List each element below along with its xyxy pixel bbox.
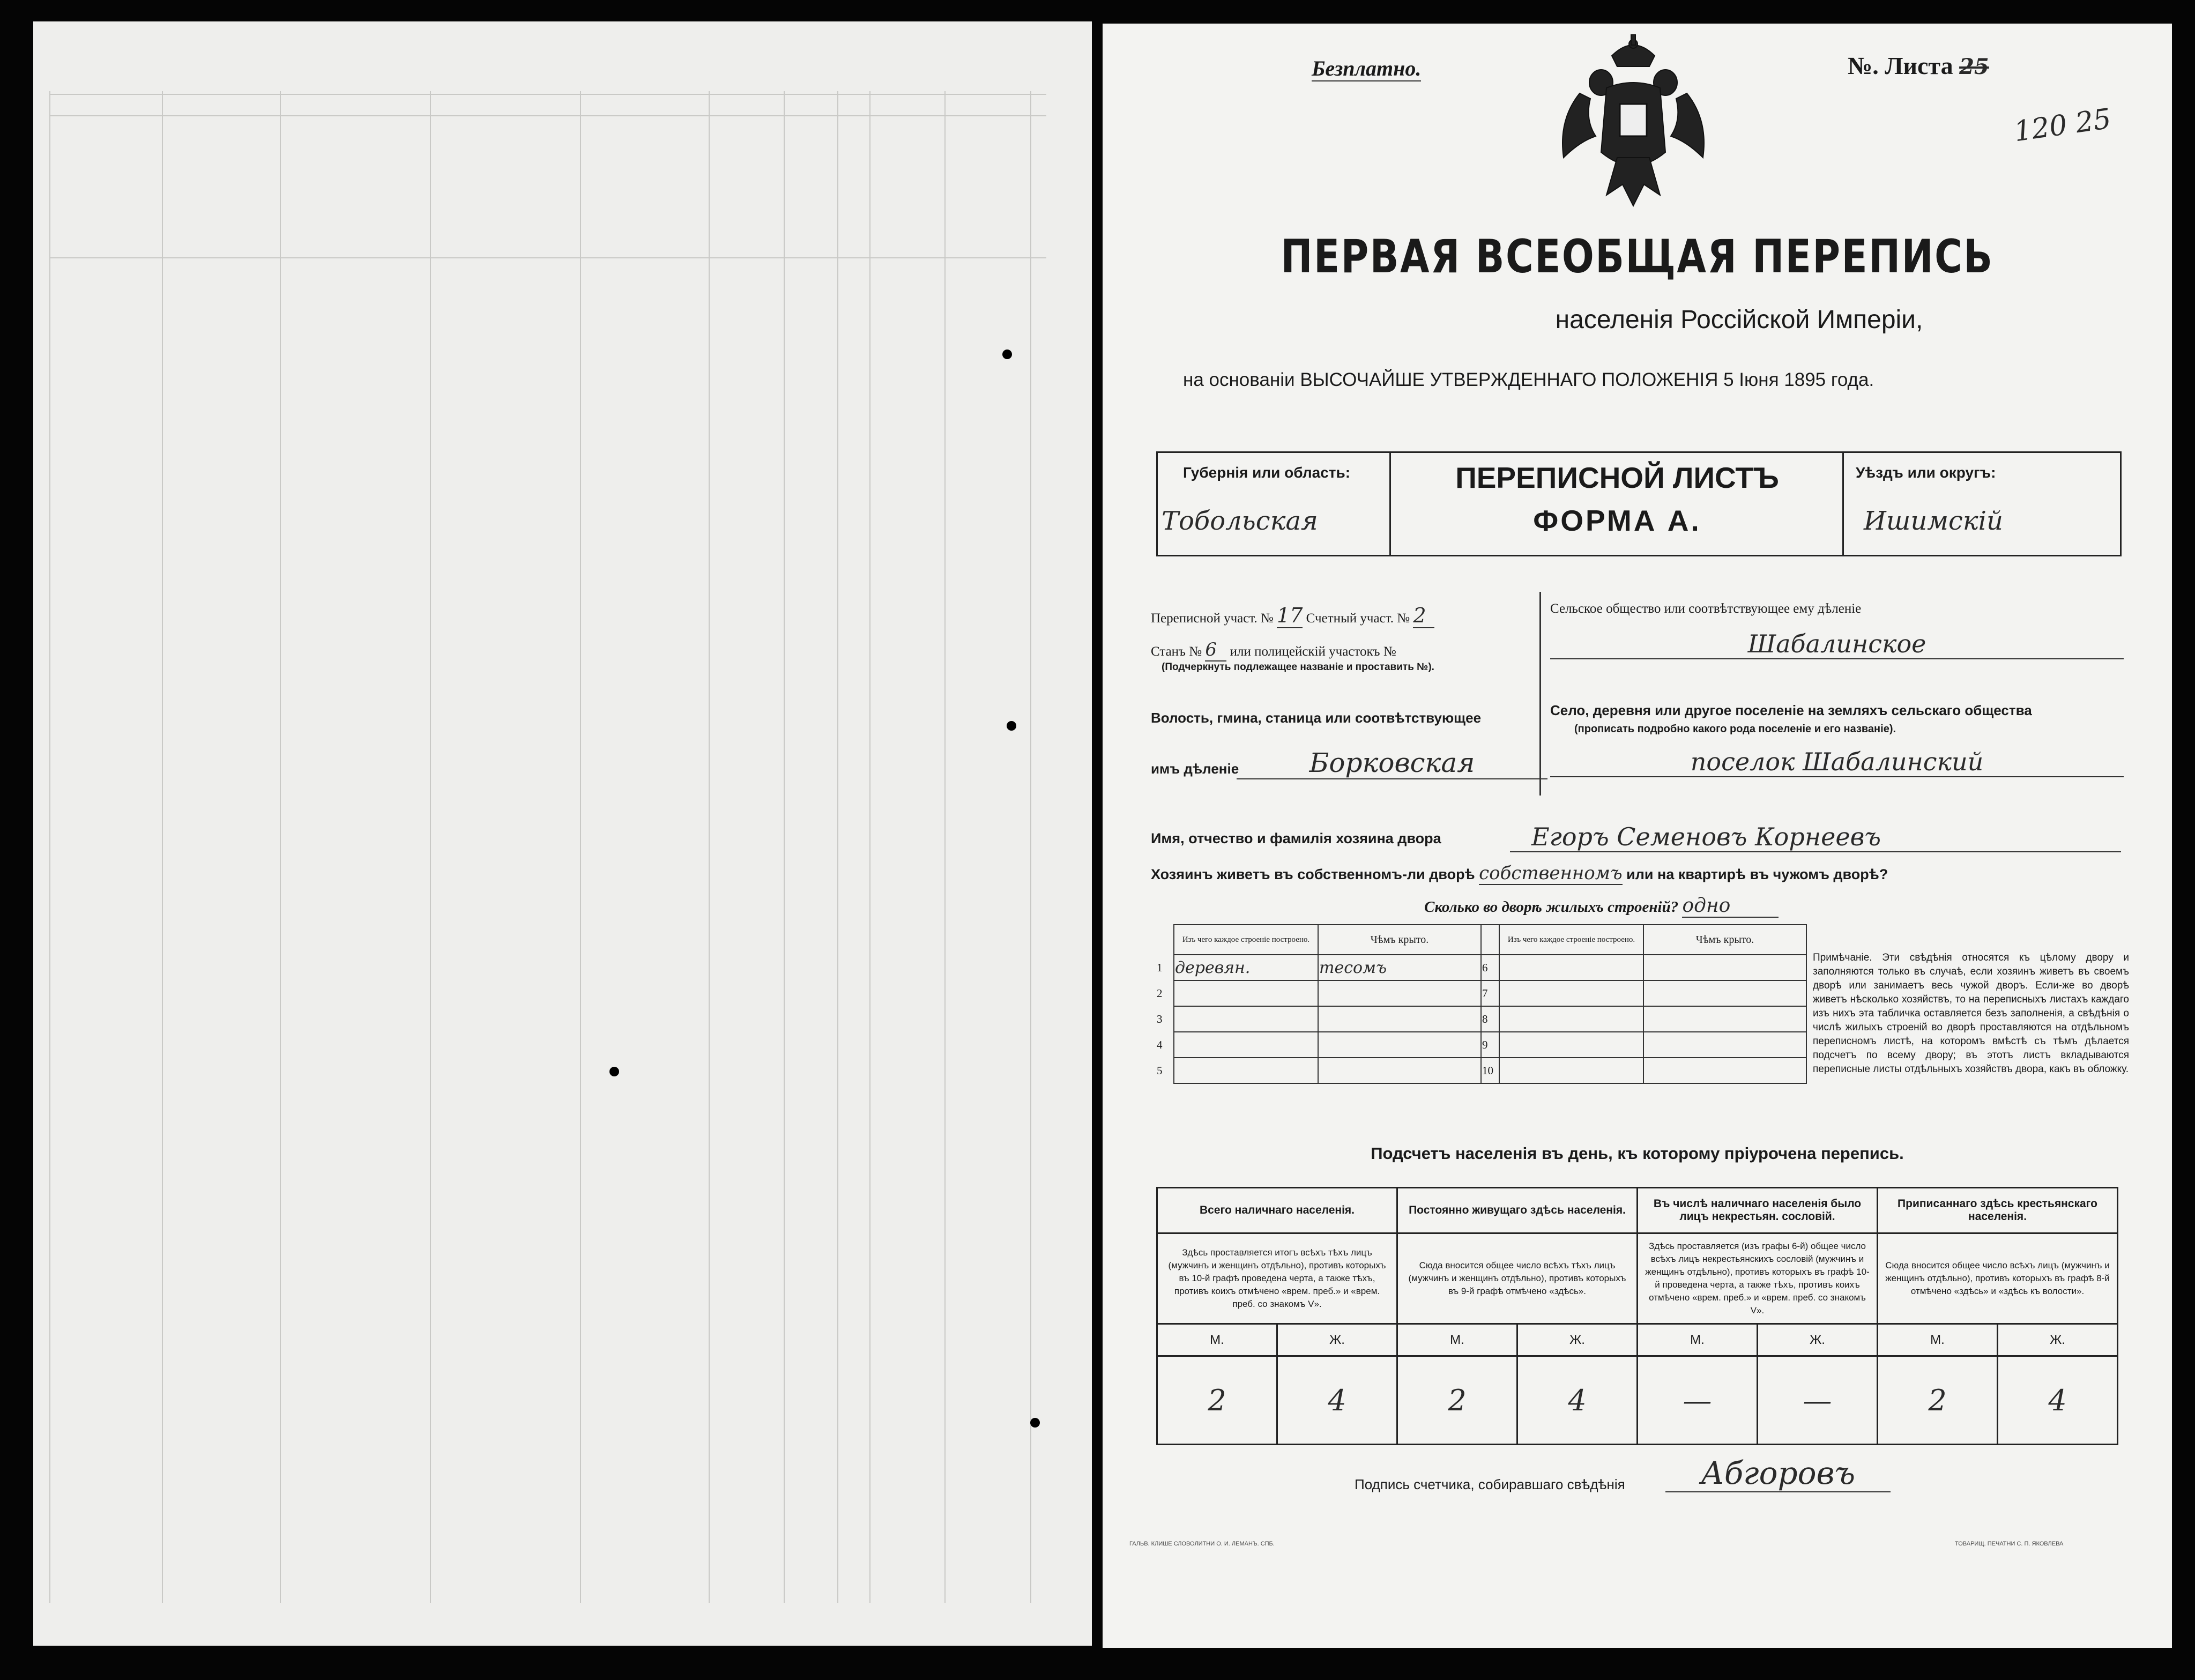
province-label: Губернія или область: <box>1183 464 1351 481</box>
double-headed-eagle-emblem <box>1547 34 1719 217</box>
census-district-field: Переписной участ. № 17 Счетный участ. № 2 <box>1151 604 1434 628</box>
show-through-column-line <box>430 91 431 1603</box>
population-count-table: Всего наличнаго населенія. Постоянно живущаго здѣсь населенія. Въ числѣ наличнаго населенія было лицъ некрестьян. сословій. Приписаннаго здѣсь крестьянскаго населенія. Здѣсь проставляется итогъ всѣхъ тѣхъ лицъ (мужчинъ и женщинъ отдѣльно), противъ которыхъ въ 10-й графѣ проведена черта, а также тѣхъ, противъ коихъ отмѣчено «врем. преб.» и «врем. преб. со знакомъ V». Сюда вносится общее число всѣхъ тѣхъ лицъ (мужчинъ и женщинъ отдѣльно), противъ которыхъ въ 9-й графѣ отмѣчено «здѣсь». Здѣсь проставляется (изъ графы 6-й) общее число всѣхъ лицъ некрестьянскихъ сословій (мужчинъ и женщинъ отдѣльно), противъ которыхъ въ графѣ 10-й проведена черта, а также тѣхъ, противъ коихъ отмѣчено «врем. преб.» и «врем. преб. со знакомъ V». Сюда вносится общее число всѣхъ лицъ (мужчинъ и женщинъ отдѣльно), противъ которыхъ въ графѣ 8-й отмѣчено «здѣсь» и «здѣсь къ волости». М. Ж. М. Ж. М. Ж. М. Ж. 2 4 2 4 — — 2 4 <box>1156 1187 2118 1445</box>
ink-spot <box>1007 721 1016 731</box>
owner-label: Имя, отчество и фамилія хозяина двора <box>1151 830 1441 846</box>
count-col-header: Въ числѣ наличнаго населенія было лицъ некрестьян. сословій. <box>1638 1188 1878 1233</box>
show-through-row-line <box>49 115 1046 116</box>
province-value: Тобольская <box>1162 506 1318 536</box>
show-through-column-line <box>162 91 163 1603</box>
sheet-number <box>1848 51 1989 80</box>
counting-district-value: 2 <box>1413 604 1434 628</box>
sheet-number-handwritten: 120 25 <box>2012 102 2114 148</box>
show-through-column-line <box>580 91 581 1603</box>
count-value-female: 4 <box>1517 1356 1638 1445</box>
count-value-male: 2 <box>1397 1356 1517 1445</box>
stan-field: Станъ № 6 или полицейскій участокъ № <box>1151 639 1396 660</box>
ink-spot <box>1030 1418 1040 1428</box>
count-value-male: — <box>1638 1356 1758 1445</box>
count-col-desc: Сюда вносится общее число всѣхъ лицъ (мужчинъ и женщинъ отдѣльно), противъ которыхъ въ графѣ 8-й отмѣчено «здѣсь» и «здѣсь къ волости». <box>1878 1233 2118 1324</box>
show-through-column-line <box>784 91 785 1603</box>
show-through-column-line <box>1030 91 1031 1603</box>
count-value-female: 4 <box>1277 1356 1397 1445</box>
free-label: Безплатно. <box>1312 56 1422 80</box>
stan-value: 6 <box>1205 639 1226 661</box>
show-through-column-line <box>837 91 838 1603</box>
signature-value: Абгоровъ <box>1665 1455 1891 1492</box>
count-title: Подсчетъ населенія въ день, къ которому пріурочена перепись. <box>1371 1144 1904 1163</box>
show-through-row-line <box>49 257 1046 258</box>
buildings-value: одно <box>1682 895 1779 918</box>
form-main-title: ПЕРВАЯ ВСЕОБЩАЯ ПЕРЕПИСЬ <box>1281 230 1994 284</box>
col-built-header-2: Изъ чего каждое строеніе построено. <box>1499 925 1643 955</box>
col-roof-header-2: Чѣмъ крыто. <box>1643 925 1806 955</box>
census-form-front <box>1103 24 2172 1648</box>
village-note: (прописать подробно какого рода поселеніе и его названіе). <box>1574 723 1896 735</box>
signature-label: Подпись счетчика, собиравшаго свѣдѣнія <box>1355 1476 1625 1492</box>
ink-spot <box>609 1067 619 1076</box>
count-col-header: Приписаннаго здѣсь крестьянскаго населенія. <box>1878 1188 2118 1233</box>
stan-note: (Подчеркнуть подлежащее названіе и проставить №). <box>1162 661 1434 673</box>
society-value: Шабалинское <box>1550 629 2124 659</box>
show-through-column-line <box>869 91 870 1603</box>
count-col-desc: Сюда вносится общее число всѣхъ тѣхъ лицъ (мужчинъ и женщинъ отдѣльно), противъ которыхъ въ 9-й графѣ отмѣчено «здѣсь». <box>1397 1233 1638 1324</box>
table-row-number: 1 <box>1157 961 1163 974</box>
village-label: Село, деревня или другое поселеніе на земляхъ сельскаго общества <box>1550 702 2032 718</box>
show-through-column-line <box>280 91 281 1603</box>
district-label: Уѣздъ или округъ: <box>1856 464 1996 481</box>
printer-footer-right: ТОВАРИЩ. ПЕЧАТНИ С. П. ЯКОВЛЕВА <box>1955 1541 2064 1547</box>
volost-label-2: имъ дѣленіе <box>1151 761 1239 777</box>
note-text: Примѣчаніе. Эти свѣдѣнія относятся къ цѣлому двору и заполняются только въ случаѣ, если хозяинъ живетъ въ своемъ дворѣ или занимаетъ весь чужой дворъ. Если-же во дворѣ живетъ нѣсколько хозяйствъ, то на переписныхъ листахъ каждаго изъ нихъ эта табличка оставляется безъ заполненія, а свѣдѣнія о числѣ жилыхъ строеній во дворѣ проставляются на отдѣльномъ переписномъ листѣ, на которомъ вмѣстѣ съ тѣмъ дѣлается подсчетъ по всему двору; въ этотъ листъ вкладываются переписные листы отдѣльныхъ хозяйствъ двора, какъ въ обложку. <box>1813 952 2129 1075</box>
form-basis-line: на основаніи ВЫСОЧАЙШЕ УТВЕРЖДЕННАГО ПОЛОЖЕНІЯ 5 Іюня 1895 года. <box>1183 369 1874 390</box>
show-through-row-line <box>49 94 1046 95</box>
sheet-number-crossed: 25 <box>1959 54 1989 79</box>
form-name: ФОРМА А. <box>1533 504 1701 537</box>
sheet-number-label: №. Листа <box>1848 52 1953 79</box>
count-value-female: — <box>1758 1356 1878 1445</box>
building-roof: тесомъ <box>1318 955 1481 980</box>
form-subtitle: населенія Россійской Имперіи, <box>1555 306 1923 334</box>
count-value-male: 2 <box>1878 1356 1998 1445</box>
count-value-male: 2 <box>1157 1356 1277 1445</box>
village-value: поселок Шабалинский <box>1550 747 2124 777</box>
left-page-reverse <box>33 21 1092 1646</box>
volost-label: Волость, гмина, станица или соотвѣтствующее <box>1151 710 1482 726</box>
ink-spot <box>1002 350 1012 359</box>
count-col-header: Всего наличнаго населенія. <box>1157 1188 1397 1233</box>
count-col-desc: Здѣсь проставляется итогъ всѣхъ тѣхъ лицъ (мужчинъ и женщинъ отдѣльно), противъ которыхъ въ 10-й графѣ проведена черта, а также тѣхъ, противъ коихъ отмѣчено «врем. преб.» и «врем. преб. со знакомъ V». <box>1157 1233 1397 1324</box>
owner-value: Егоръ Семеновъ Корнеевъ <box>1510 822 2121 852</box>
buildings-field: Сколько во дворѣ жилыхъ строеній? одно <box>1424 895 1779 918</box>
count-col-header: Постоянно живущаго здѣсь населенія. <box>1397 1188 1638 1233</box>
show-through-column-line <box>49 91 50 1603</box>
show-through-column-line <box>709 91 710 1603</box>
printer-footer-left: ГАЛЬВ. КЛИШЕ СЛОВОЛИТНИ О. И. ЛЕМАНЪ. СПБ. <box>1129 1541 1275 1547</box>
show-through-column-line <box>944 91 946 1603</box>
volost-value: Борковская <box>1237 747 1547 779</box>
building-material: деревян. <box>1174 955 1318 980</box>
form-title: ПЕРЕПИСНОЙ ЛИСТЪ <box>1455 461 1779 494</box>
owner-lives-field: Хозяинъ живетъ въ собственномъ-ли дворѣ собственномъ или на квартирѣ въ чужомъ дворѣ? <box>1151 863 1888 884</box>
col-roof-header: Чѣмъ крыто. <box>1318 925 1481 955</box>
census-district-value: 17 <box>1277 604 1303 627</box>
col-built-header: Изъ чего каждое строеніе построено. <box>1174 925 1318 955</box>
district-value: Ишимскій <box>1864 506 2003 536</box>
buildings-table: Изъ чего каждое строеніе построено. Чѣмъ крыто. Изъ чего каждое строеніе построено. Чѣмъ крыто. 1 деревян. тесомъ 6 2 7 3 8 4 9 5 10 <box>1156 924 1807 1084</box>
count-col-desc: Здѣсь проставляется (изъ графы 6-й) общее число всѣхъ лицъ некрестьянскихъ сословій (мужчинъ и женщинъ отдѣльно), противъ которыхъ въ графѣ 10-й проведена черта, а также тѣхъ, противъ коихъ отмѣчено «врем. преб.» и «врем. преб. со знакомъ V». <box>1638 1233 1878 1324</box>
society-label: Сельское общество или соотвѣтствующее ему дѣленіе <box>1550 601 1862 616</box>
owner-lives-value: собственномъ <box>1479 863 1623 884</box>
count-value-female: 4 <box>1998 1356 2118 1445</box>
